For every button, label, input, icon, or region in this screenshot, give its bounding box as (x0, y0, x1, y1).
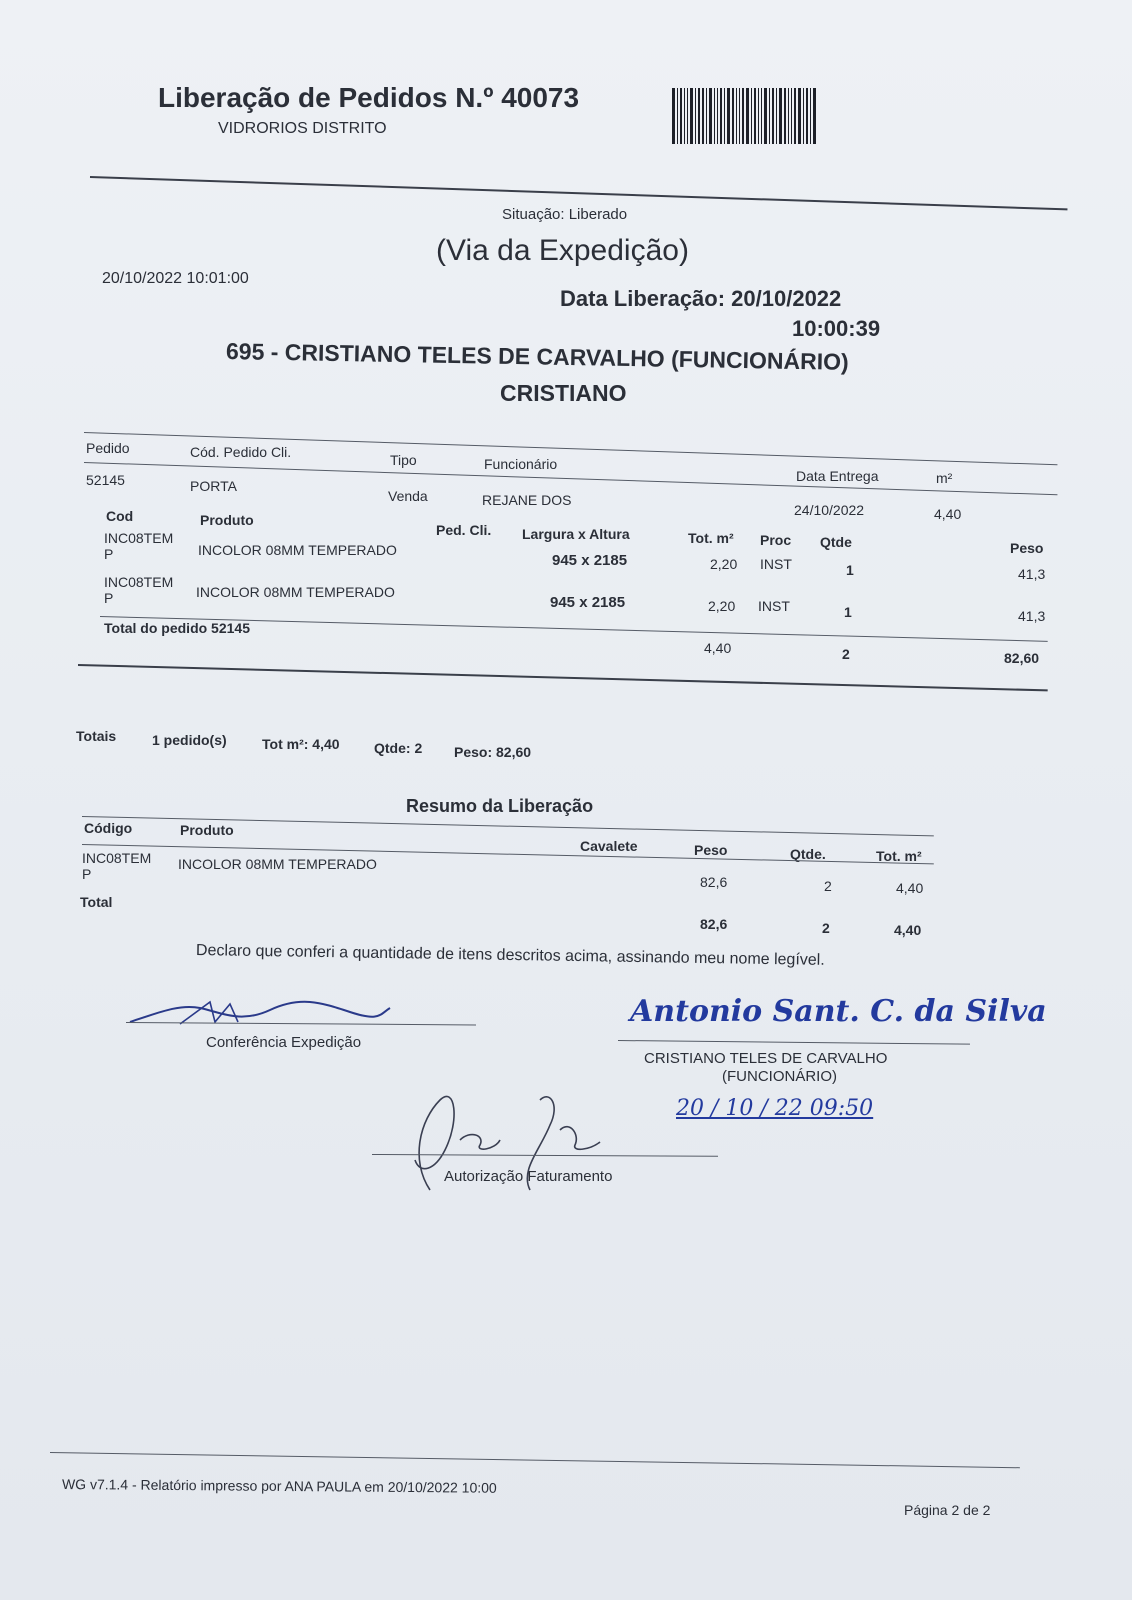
col-funcionario: Funcionário (484, 456, 558, 472)
order-total-m2: 4,40 (704, 640, 732, 656)
barcode-bar (698, 88, 700, 144)
order-m2: 4,40 (934, 506, 962, 522)
barcode-bar (732, 88, 734, 144)
barcode-bar (806, 88, 808, 144)
printed-datetime: 20/10/2022 10:01:00 (102, 270, 249, 287)
resumo-total-peso: 82,6 (700, 916, 728, 932)
order-end-rule (78, 664, 1048, 691)
col-m2: m² (936, 470, 953, 486)
resumo-row-tot-m2: 4,40 (896, 880, 924, 896)
barcode-bar (761, 88, 762, 144)
order-total-qtde: 2 (842, 646, 850, 662)
col-tipo: Tipo (390, 452, 417, 468)
data-liberacao-time: 10:00:39 (792, 316, 881, 341)
barcode-bar (720, 88, 722, 144)
resumo-total-tot-m2: 4,40 (894, 922, 922, 938)
resumo-col-peso: Peso (694, 842, 728, 858)
totais-qtde: Qtde: 2 (374, 740, 423, 756)
resumo-col-codigo: Código (84, 820, 133, 836)
col-pedido: Pedido (86, 440, 130, 456)
item-1-cod: INC08TEM (104, 530, 174, 546)
item-2-proc: INST (758, 598, 790, 614)
barcode-bar (727, 88, 730, 144)
barcode-bar (758, 88, 759, 144)
situacao-status: Situação: Liberado (502, 206, 628, 223)
barcode-bar (724, 88, 725, 144)
barcode-bar (680, 88, 682, 144)
resumo-total-label: Total (80, 894, 113, 910)
col-qtde: Qtde (820, 534, 852, 550)
item-2-produto: INCOLOR 08MM TEMPERADO (196, 584, 395, 600)
col-proc: Proc (760, 532, 792, 548)
item-2-tot-m2: 2,20 (708, 598, 736, 614)
item-2-cod-cont: P (104, 590, 114, 606)
item-2-peso: 41,3 (1018, 608, 1046, 624)
order-total-peso: 82,60 (1004, 650, 1040, 666)
resumo-row-codigo: INC08TEM (82, 850, 152, 866)
resumo-col-produto: Produto (180, 822, 234, 838)
barcode-bar (788, 88, 789, 144)
resumo-total-qtde: 2 (822, 920, 830, 936)
barcode-bar (764, 88, 767, 144)
barcode-bar (779, 88, 782, 144)
declaration-text: Declaro que conferi a quantidade de itens descritos acima, assinando meu nome legível. (195, 942, 825, 969)
via-label: (Via da Expedição) (436, 234, 689, 267)
barcode-bar (798, 88, 801, 144)
company-name: VIDRORIOS DISTRITO (218, 120, 387, 137)
barcode-bar (706, 88, 707, 144)
col-cod: Cod (106, 508, 134, 524)
document-title: Liberação de Pedidos N.º 40073 (158, 82, 580, 113)
barcode-bar (784, 88, 786, 144)
resumo-row-peso: 82,6 (700, 874, 728, 890)
item-1-peso: 41,3 (1018, 566, 1046, 582)
barcode-bar (813, 88, 816, 144)
item-1-qtde: 1 (846, 562, 854, 578)
footer-report: WG v7.1.4 - Relatório impresso por ANA PAULA em 20/10/2022 10:00 (61, 1476, 497, 1496)
item-1-produto: INCOLOR 08MM TEMPERADO (198, 542, 397, 558)
resumo-row-qtde: 2 (824, 878, 832, 894)
barcode-bar (677, 88, 678, 144)
barcode-bar (739, 88, 740, 144)
resumo-col-tot-m2: Tot. m² (876, 848, 922, 864)
resumo-col-cavalete: Cavalete (580, 838, 638, 854)
barcode-bar (690, 88, 693, 144)
cliente-handwritten-signature: Antonio Sant. C. da Silva (630, 994, 1047, 1029)
cliente-name: CRISTIANO TELES DE CARVALHO (644, 1050, 888, 1067)
barcode-bar (794, 88, 796, 144)
totais-m2: Tot m²: 4,40 (262, 736, 340, 752)
order-funcionario: REJANE DOS (482, 492, 572, 508)
barcode-bar (687, 88, 688, 144)
item-1-tot-m2: 2,20 (710, 556, 738, 572)
resumo-row-produto: INCOLOR 08MM TEMPERADO (178, 856, 377, 872)
barcode-bar (684, 88, 685, 144)
data-liberacao: Data Liberação: 20/10/2022 (560, 286, 842, 311)
col-peso: Peso (1010, 540, 1044, 556)
totais-pedidos: 1 pedido(s) (152, 732, 227, 748)
autorizacao-label: Autorização Faturamento (444, 1168, 613, 1185)
cliente-role: (FUNCIONÁRIO) (722, 1068, 837, 1085)
col-largura-altura: Largura x Altura (522, 526, 630, 542)
cliente-line (618, 1040, 970, 1045)
barcode-bar (736, 88, 737, 144)
col-ped-cli: Ped. Cli. (436, 522, 492, 538)
barcode-bar (746, 88, 749, 144)
conferencia-label: Conferência Expedição (206, 1034, 362, 1051)
col-produto: Produto (200, 512, 254, 528)
conferencia-signature (120, 994, 400, 1034)
order-total-label: Total do pedido 52145 (104, 620, 250, 636)
barcode-bar (803, 88, 804, 144)
totais-label: Totais (76, 728, 117, 744)
resumo-row-codigo-cont: P (82, 866, 92, 882)
item-2-cod: INC08TEM (104, 574, 174, 590)
barcode-bar (754, 88, 756, 144)
order-data-entrega: 24/10/2022 (794, 502, 865, 518)
order-pedido: 52145 (86, 472, 125, 488)
barcode-bar (810, 88, 811, 144)
order-tipo: Venda (388, 488, 428, 504)
barcode-bar (709, 88, 712, 144)
barcode-bar (742, 88, 744, 144)
client-line: 695 - CRISTIANO TELES DE CARVALHO (FUNCIONÁRIO) (225, 338, 849, 375)
col-tot-m2: Tot. m² (688, 530, 734, 546)
barcode-bar (776, 88, 777, 144)
item-1-dims: 945 x 2185 (552, 552, 628, 569)
barcode-bar (717, 88, 718, 144)
item-2-dims: 945 x 2185 (550, 594, 626, 611)
order-cod-pedido-cli: PORTA (190, 478, 237, 494)
resumo-title: Resumo da Liberação (406, 796, 594, 816)
handwritten-date: 20 / 10 / 22 09:50 (676, 1096, 874, 1121)
item-1-cod-cont: P (104, 546, 114, 562)
barcode-bar (695, 88, 696, 144)
col-data-entrega: Data Entrega (796, 468, 879, 484)
barcode-bar (772, 88, 774, 144)
resumo-col-qtde: Qtde. (790, 846, 826, 862)
item-1-proc: INST (760, 556, 792, 572)
barcode-bar (769, 88, 770, 144)
barcode-bar (714, 88, 715, 144)
footer-page-number: Página 2 de 2 (904, 1502, 991, 1518)
barcode-bar (702, 88, 704, 144)
item-2-qtde: 1 (844, 604, 852, 620)
client-short-name: CRISTIANO (500, 380, 627, 406)
barcode (672, 88, 844, 144)
barcode-bar (672, 88, 675, 144)
barcode-bar (751, 88, 752, 144)
barcode-bar (791, 88, 792, 144)
totais-peso: Peso: 82,60 (454, 744, 532, 760)
col-cod-pedido-cli: Cód. Pedido Cli. (190, 444, 292, 460)
footer-rule (50, 1452, 1020, 1468)
